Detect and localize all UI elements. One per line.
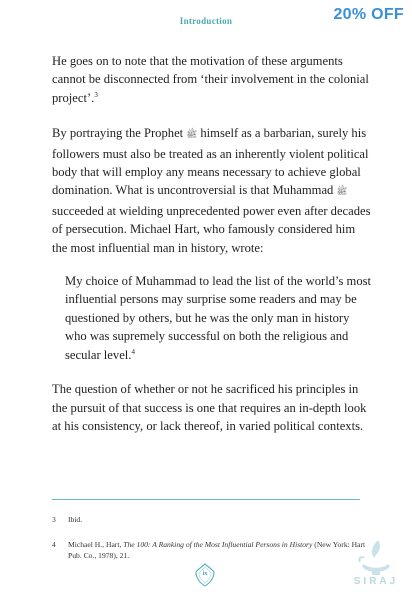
block-quote: My choice of Muhammad to lead the list of the world’s most influential persons may surprise some readers and may be questioned by others, but he was the only man in history who was supremely successful on both the religious and secular level.$^4$	[65, 274, 372, 362]
page-body	[52, 52, 372, 435]
page-number-ornament	[193, 563, 217, 587]
discount-badge: 20% OFF	[333, 6, 404, 23]
paragraph-2: By portraying the Prophet ﷺ himself as a barbarian, surely his followers must also be treated as an inherently violent political body that will employ any means necessary to achieve global domination. What is uncontroversial is that Muhammad ﷺ succeeded at wielding unprecedented power even after decades of persecution. Michael Hart, who famously considered him the most influential man in history, wrote:	[52, 126, 371, 255]
paragraph-3: The question of whether or not he sacrificed his principles in the pursuit of that success is one that requires an in-depth look at his consistency, or lack thereof, in varied political contexts.	[52, 382, 367, 433]
salutation-icon: ﷺ	[336, 187, 348, 198]
footnote-ref-3[interactable]: 3	[94, 90, 98, 99]
salutation-icon: ﷺ	[186, 130, 198, 141]
footnote-ref-4[interactable]: 4	[131, 347, 135, 356]
footnote-text: Michael H., Hart, The 100: A Ranking of the Most Influential Persons in History (New York: Hart Pub. Co., 1978), 21.	[68, 540, 366, 560]
paragraph-1: He goes on to note that the motivation of these arguments cannot be disconnected from ‘their involvement in the colonial project’.$^3$	[52, 54, 369, 105]
footnote-number: 4	[52, 540, 56, 549]
book-title: The 100: A Ranking of the Most Influential Persons in History	[123, 540, 313, 549]
page-number: ix	[202, 570, 208, 577]
siraj-logo: SIRAJ	[353, 576, 399, 587]
footnote-divider	[52, 499, 360, 500]
footnote-text: Ibid.	[68, 515, 83, 524]
footnote-4	[52, 539, 372, 561]
siraj-lamp-icon	[352, 536, 400, 598]
footnote-number: 3	[52, 515, 56, 524]
footnote-3	[52, 514, 372, 525]
running-header: Introduction	[179, 16, 233, 26]
